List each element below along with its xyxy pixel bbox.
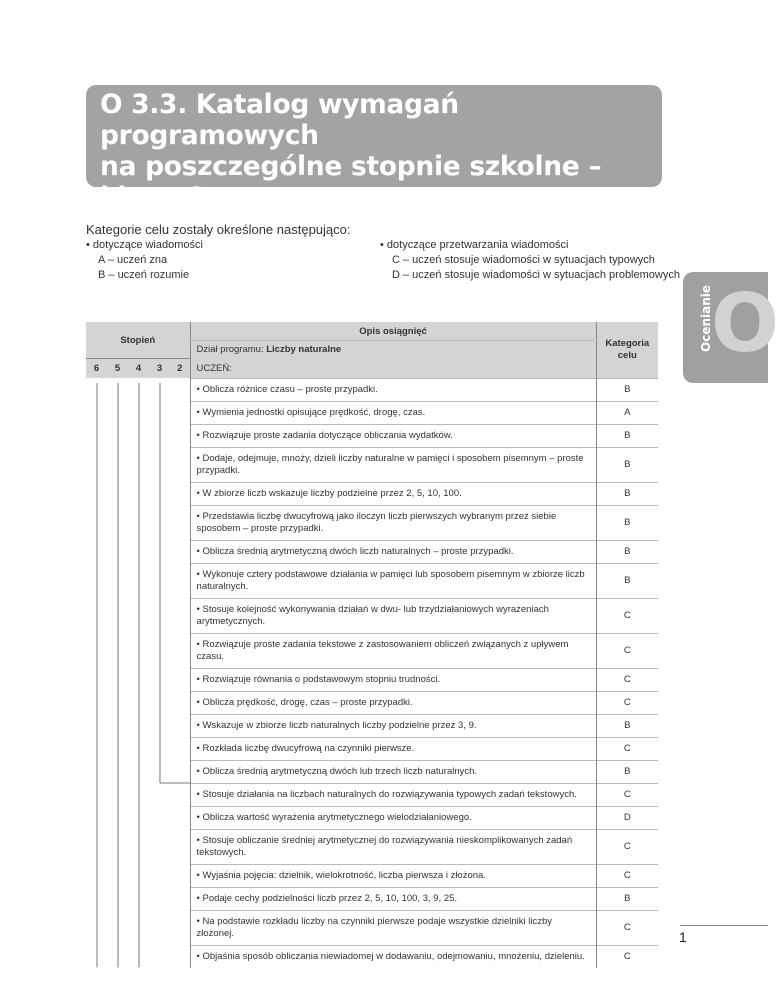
grade-cell [107,447,128,482]
grade-cell [86,505,107,540]
grade-cell [170,633,190,668]
requirement-category: C [596,829,658,864]
grade-cell [170,887,190,910]
grade-cell [128,829,149,864]
requirement-category: C [596,598,658,633]
grade-cell [107,505,128,540]
grade-cell [128,447,149,482]
grade-cell [128,691,149,714]
requirements-table [86,322,658,968]
grade-cell [107,945,128,968]
grade-cell [128,910,149,945]
grade-cell [149,945,170,968]
table-row [86,691,658,714]
requirement-category: B [596,424,658,447]
grade-cell [107,806,128,829]
grade-cell [86,945,107,968]
grade-cell [149,540,170,563]
section-letter: O [711,277,779,370]
grade-cell [170,829,190,864]
table-row [86,447,658,482]
grade-cell [86,910,107,945]
grade-cell [170,737,190,760]
grade-cell [107,598,128,633]
grade-cell [107,563,128,598]
requirement-description: • Oblicza prędkość, drogę, czas – proste przypadki. [190,691,596,714]
grade-cell [149,378,170,401]
grade-cell [170,563,190,598]
requirement-category: C [596,668,658,691]
requirement-description: • Oblicza wartość wyrażenia arytmetycznego wielodziałaniowego. [190,806,596,829]
requirement-category: B [596,482,658,505]
requirement-description: • Rozkłada liczbę dwucyfrową na czynniki pierwsze. [190,737,596,760]
requirement-description: • Oblicza średnią arytmetyczną dwóch lub trzech liczb naturalnych. [190,760,596,783]
grade-cell [107,482,128,505]
grade-cell [86,540,107,563]
grade-cell [86,829,107,864]
grade-cell [170,482,190,505]
student-label: UCZEŃ: [190,359,596,379]
grade-cell [149,563,170,598]
requirement-description: • Wykonuje cztery podstawowe działania w pamięci lub sposobem pisemnym w zbiorze liczb naturalnych. [190,563,596,598]
table-row [86,806,658,829]
section-tab [683,272,779,383]
requirement-category: B [596,714,658,737]
grade-cell [86,668,107,691]
grade-cell [149,401,170,424]
table-row [86,783,658,806]
grade-cell [107,760,128,783]
grade-cell [128,633,149,668]
grade-cell [149,668,170,691]
section-label: Ocenianie [699,284,713,352]
grade-cell [86,401,107,424]
requirement-category: B [596,378,658,401]
table-row [86,864,658,887]
category-group-heading: • dotyczące przetwarzania wiadomości [380,239,569,251]
requirement-category: C [596,691,658,714]
program-section [190,341,596,359]
title-line-3: klasa 6 [100,182,204,213]
requirement-description: • Stosuje działania na liczbach naturalnych do rozwiązywania typowych zadań tekstowych. [190,783,596,806]
requirement-description: • Rozwiązuje proste zadania dotyczące obliczania wydatków. [190,424,596,447]
title-line-1: O 3.3. Katalog wymagań programowych [100,89,459,151]
table-row [86,424,658,447]
grade-cell [86,714,107,737]
requirement-category: C [596,910,658,945]
grade-cell [128,714,149,737]
grade-cell [107,401,128,424]
grade-cell [107,887,128,910]
grade-cell [170,378,190,401]
requirement-category: C [596,737,658,760]
title-line-2: na poszczególne stopnie szkolne – [100,151,602,182]
grade-cell [149,633,170,668]
grade-cell [149,910,170,945]
category-d: D – uczeń stosuje wiadomości w sytuacjach problemowych [392,269,680,281]
category-header-line-2: celu [617,349,637,361]
grade-cell [170,910,190,945]
grade-cell [86,864,107,887]
grade-cell [86,760,107,783]
grade-cell [86,633,107,668]
grade-cell [149,760,170,783]
table-row [86,482,658,505]
requirement-description: • Wskazuje w zbiorze liczb naturalnych liczby podzielne przez 3, 9. [190,714,596,737]
grade-cell [107,910,128,945]
requirement-description: • Na podstawie rozkładu liczby na czynniki pierwsze podaje wszystkie dzielniki liczby złożonej. [190,910,596,945]
grade-cell [128,806,149,829]
footer-rule [680,925,768,926]
grade-cell [128,783,149,806]
grade-cell [107,714,128,737]
requirement-category: C [596,633,658,668]
grade-cell [170,447,190,482]
grade-cell [149,864,170,887]
grade-cell [128,760,149,783]
grade-cell [107,424,128,447]
grade-cell [149,887,170,910]
requirement-category: B [596,447,658,482]
grade-cell [86,783,107,806]
grade-cell [107,691,128,714]
grade-cell [149,691,170,714]
requirement-category: C [596,864,658,887]
requirement-category: B [596,760,658,783]
grade-cell [149,783,170,806]
grade-cell [170,668,190,691]
title-banner [86,85,662,213]
requirement-description: • Objaśnia sposób obliczania niewiadomej w dodawaniu, odejmowaniu, mnożeniu, dzieleniu. [190,945,596,968]
grade-header: Stopień [86,322,190,359]
table-row [86,887,658,910]
grade-cell [149,714,170,737]
grade-cell [170,864,190,887]
description-header: Opis osiągnięć [190,322,596,341]
grade-cell [86,563,107,598]
category-header [596,322,658,378]
grade-cell [128,598,149,633]
grade-cell [170,505,190,540]
table-row [86,910,658,945]
table-row [86,563,658,598]
grade-cell [170,540,190,563]
grade-cell [149,829,170,864]
table-row [86,737,658,760]
requirement-category: C [596,945,658,968]
grade-cell [170,401,190,424]
requirement-category: A [596,401,658,424]
requirement-description: • Oblicza średnią arytmetyczną dwóch liczb naturalnych – proste przypadki. [190,540,596,563]
requirement-description: • Wymienia jednostki opisujące prędkość, drogę, czas. [190,401,596,424]
grade-cell [128,945,149,968]
category-header-line-1: Kategoria [605,337,650,349]
grade-cell [107,633,128,668]
grade-6: 6 [93,363,100,374]
grade-cell [149,482,170,505]
grade-cell [128,482,149,505]
requirement-description: • Przedstawia liczbę dwucyfrową jako iloczyn liczb pierwszych wybranym przez siebie sposobem – proste przypadki. [190,505,596,540]
grade-cell [128,864,149,887]
requirement-description: • Wyjaśnia pojęcia: dzielnik, wielokrotność, liczba pierwsza i złożona. [190,864,596,887]
grade-cell [107,378,128,401]
grade-cell [128,505,149,540]
program-section-name: Liczby naturalne [266,344,342,356]
category-b: B – uczeń rozumie [98,269,190,281]
requirement-description: • Oblicza różnice czasu – proste przypadki. [190,378,596,401]
grade-cell [149,737,170,760]
grade-cell [107,540,128,563]
requirement-description: • Stosuje kolejność wykonywania działań w dwu- lub trzydziałaniowych wyrażeniach arytmetycznych. [190,598,596,633]
requirement-category: D [596,806,658,829]
grade-cell [86,691,107,714]
grade-cell [170,806,190,829]
requirement-category: C [596,783,658,806]
requirement-description: • Rozwiązuje równania o podstawowym stopniu trudności. [190,668,596,691]
grade-cell [86,737,107,760]
grade-cell [107,829,128,864]
category-a: A – uczeń zna [98,254,168,266]
requirement-category: B [596,505,658,540]
table-row [86,945,658,968]
table-row [86,505,658,540]
grade-cell [170,424,190,447]
grade-cell [128,563,149,598]
requirement-description: • Stosuje obliczanie średniej arytmetycznej do rozwiązywania nieskomplikowanych zadań tekstowych. [190,829,596,864]
table-row [86,760,658,783]
table-row [86,633,658,668]
grade-cell [86,424,107,447]
program-section-prefix: Dział programu: [196,344,267,356]
grade-cell [128,668,149,691]
grade-cell [128,378,149,401]
category-group-heading: • dotyczące wiadomości [86,239,203,251]
page-title [100,89,662,213]
grade-cell [149,806,170,829]
grade-cell [170,760,190,783]
grade-cell [128,424,149,447]
requirement-category: B [596,563,658,598]
table-row [86,598,658,633]
page-number: 1 [679,929,687,945]
requirement-description: • W zbiorze liczb wskazuje liczby podzielne przez 2, 5, 10, 100. [190,482,596,505]
grade-cell [86,887,107,910]
requirement-description: • Dodaje, odejmuje, mnoży, dzieli liczby naturalne w pamięci i sposobem pisemnym – proste przypadki. [190,447,596,482]
grade-cell [86,806,107,829]
grade-cell [170,945,190,968]
grade-cell [149,598,170,633]
categories-processing [380,238,680,283]
grade-3: 3 [156,363,163,374]
grade-cell [86,598,107,633]
table-row [86,714,658,737]
table-row [86,829,658,864]
grade-cell [128,887,149,910]
categories-knowledge [86,238,203,283]
requirement-description: • Podaje cechy podzielności liczb przez 2, 5, 10, 100, 3, 9, 25. [190,887,596,910]
grade-cell [128,737,149,760]
grade-cell [170,691,190,714]
intro-text: Kategorie celu zostały określone następująco: [86,222,351,237]
requirement-category: B [596,887,658,910]
grade-cell [128,540,149,563]
table-row [86,540,658,563]
table-row [86,378,658,401]
grade-cell [170,783,190,806]
requirement-description: • Rozwiązuje proste zadania tekstowe z zastosowaniem obliczeń związanych z upływem czasu. [190,633,596,668]
table-row [86,668,658,691]
grade-cell [149,447,170,482]
grade-cell [107,668,128,691]
grade-cell [149,505,170,540]
grade-cell [107,783,128,806]
grade-cell [170,714,190,737]
category-c: C – uczeń stosuje wiadomości w sytuacjach typowych [392,254,655,266]
grade-cell [170,598,190,633]
grade-cell [107,737,128,760]
grade-cell [86,378,107,401]
requirement-category: B [596,540,658,563]
grade-cell [149,424,170,447]
grade-5: 5 [114,363,121,374]
grade-cell [128,401,149,424]
table-row [86,401,658,424]
grade-cell [86,482,107,505]
grade-2: 2 [177,363,183,374]
grade-cell [107,864,128,887]
grade-cell [86,447,107,482]
grade-4: 4 [135,363,142,374]
